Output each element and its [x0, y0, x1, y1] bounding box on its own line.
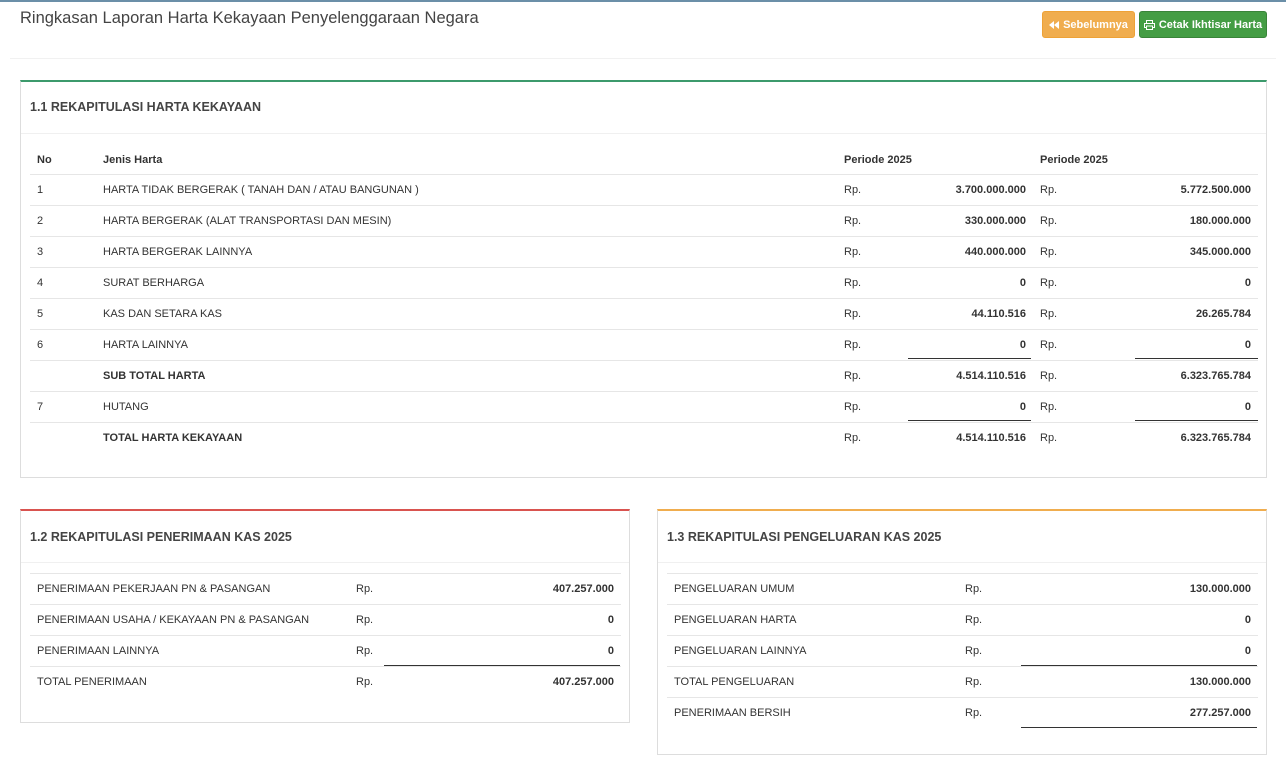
harta-row-currency-2: Rp.	[1033, 361, 1128, 392]
pengeluaran-row	[667, 574, 1258, 605]
harta-row-no: 2	[30, 206, 96, 237]
harta-row-value-2: 180.000.000	[1128, 206, 1258, 237]
harta-row-no: 6	[30, 330, 96, 361]
harta-row	[30, 206, 1258, 237]
harta-row	[30, 330, 1258, 361]
underline-penerimaan-total	[384, 665, 620, 666]
penerimaan-row-currency: Rp.	[349, 605, 397, 636]
penerimaan-row	[30, 636, 621, 667]
harta-row-currency-1: Rp.	[837, 423, 901, 454]
print-summary-button[interactable]	[1139, 11, 1267, 38]
penerimaan-row	[30, 605, 621, 636]
harta-row-currency-2: Rp.	[1033, 268, 1128, 299]
pengeluaran-row-currency: Rp.	[958, 667, 1006, 698]
pengeluaran-row-currency: Rp.	[958, 698, 1006, 729]
penerimaan-row	[30, 574, 621, 605]
harta-row-jenis: HARTA BERGERAK (ALAT TRANSPORTASI DAN MESIN)	[96, 206, 837, 237]
harta-row-currency-1: Rp.	[837, 268, 901, 299]
pengeluaran-row	[667, 636, 1258, 667]
pengeluaran-row-value: 277.257.000	[1006, 698, 1258, 729]
harta-row-jenis: SURAT BERHARGA	[96, 268, 837, 299]
print-icon	[1144, 20, 1155, 30]
col-no: No	[37, 153, 52, 166]
penerimaan-row-currency: Rp.	[349, 667, 397, 698]
harta-row-currency-2: Rp.	[1033, 206, 1128, 237]
pengeluaran-row-value: 130.000.000	[1006, 574, 1258, 605]
harta-row-value-1: 44.110.516	[901, 299, 1033, 330]
harta-row-value-2: 0	[1128, 392, 1258, 423]
harta-row-value-1: 4.514.110.516	[901, 361, 1033, 392]
pengeluaran-row-value: 130.000.000	[1006, 667, 1258, 698]
harta-row-jenis: SUB TOTAL HARTA	[96, 361, 837, 392]
previous-button-label: Sebelumnya	[1063, 18, 1128, 31]
pengeluaran-row-value: 0	[1006, 636, 1258, 667]
harta-row	[30, 392, 1258, 423]
harta-row-no	[30, 423, 96, 454]
penerimaan-row-label: PENERIMAAN USAHA / KEKAYAAN PN & PASANGAN	[30, 605, 349, 636]
penerimaan-row	[30, 667, 621, 698]
harta-row-currency-2: Rp.	[1033, 237, 1128, 268]
harta-row-currency-2: Rp.	[1033, 330, 1128, 361]
pengeluaran-panel	[657, 509, 1267, 755]
penerimaan-panel-header	[21, 511, 629, 563]
penerimaan-panel	[20, 509, 630, 723]
underline-p1-subtotal	[908, 358, 1031, 359]
top-accent-line	[0, 0, 1286, 2]
harta-row-jenis: HARTA BERGERAK LAINNYA	[96, 237, 837, 268]
harta-row-currency-2: Rp.	[1033, 423, 1128, 454]
penerimaan-row-value: 407.257.000	[397, 574, 621, 605]
pengeluaran-panel-header	[658, 511, 1266, 563]
harta-row-value-1: 0	[901, 330, 1033, 361]
backward-icon	[1049, 21, 1059, 29]
pengeluaran-row	[667, 698, 1258, 729]
harta-row-value-1: 440.000.000	[901, 237, 1033, 268]
harta-row-currency-1: Rp.	[837, 361, 901, 392]
pengeluaran-row-label: PENGELUARAN HARTA	[667, 605, 958, 636]
penerimaan-row-currency: Rp.	[349, 574, 397, 605]
penerimaan-row-value: 0	[397, 636, 621, 667]
harta-row-currency-1: Rp.	[837, 206, 901, 237]
harta-row-value-2: 6.323.765.784	[1128, 361, 1258, 392]
harta-row-currency-2: Rp.	[1033, 175, 1128, 206]
harta-panel-title: 1.1 REKAPITULASI HARTA KEKAYAAN	[30, 100, 262, 114]
underline-p2-total	[1135, 420, 1258, 421]
harta-row-jenis: HARTA LAINNYA	[96, 330, 837, 361]
penerimaan-table	[30, 573, 621, 697]
harta-row-no: 4	[30, 268, 96, 299]
pengeluaran-row-label: PENGELUARAN UMUM	[667, 574, 958, 605]
harta-row	[30, 175, 1258, 206]
pengeluaran-row-label: PENGELUARAN LAINNYA	[667, 636, 958, 667]
harta-row-currency-1: Rp.	[837, 237, 901, 268]
harta-row-jenis: KAS DAN SETARA KAS	[96, 299, 837, 330]
harta-row	[30, 423, 1258, 454]
harta-row-currency-1: Rp.	[837, 392, 901, 423]
harta-row-currency-1: Rp.	[837, 299, 901, 330]
harta-row-value-1: 330.000.000	[901, 206, 1033, 237]
header-divider	[10, 58, 1276, 59]
pengeluaran-row-label: TOTAL PENGELUARAN	[667, 667, 958, 698]
underline-p1-total	[908, 420, 1031, 421]
pengeluaran-row	[667, 667, 1258, 698]
pengeluaran-panel-title: 1.3 REKAPITULASI PENGELUARAN KAS 2025	[667, 530, 942, 544]
col-periode-1: Periode 2025	[844, 153, 912, 166]
harta-row	[30, 361, 1258, 392]
harta-row-jenis: HUTANG	[96, 392, 837, 423]
harta-panel	[20, 80, 1267, 478]
harta-panel-header	[21, 82, 1266, 134]
previous-button[interactable]	[1042, 11, 1135, 38]
penerimaan-row-label: PENERIMAAN PEKERJAAN PN & PASANGAN	[30, 574, 349, 605]
harta-row-no: 7	[30, 392, 96, 423]
harta-table	[30, 145, 1258, 453]
pengeluaran-row-currency: Rp.	[958, 605, 1006, 636]
underline-p2-subtotal	[1135, 358, 1258, 359]
harta-row-value-1: 0	[901, 268, 1033, 299]
harta-row-value-2: 345.000.000	[1128, 237, 1258, 268]
harta-row	[30, 299, 1258, 330]
harta-row	[30, 237, 1258, 268]
harta-row-value-2: 0	[1128, 330, 1258, 361]
pengeluaran-row-currency: Rp.	[958, 574, 1006, 605]
col-jenis-harta: Jenis Harta	[103, 153, 163, 166]
penerimaan-panel-title: 1.2 REKAPITULASI PENERIMAAN KAS 2025	[30, 530, 292, 544]
harta-row-value-2: 5.772.500.000	[1128, 175, 1258, 206]
harta-row-value-1: 0	[901, 392, 1033, 423]
harta-row-currency-1: Rp.	[837, 330, 901, 361]
penerimaan-row-label: TOTAL PENERIMAAN	[30, 667, 349, 698]
penerimaan-row-currency: Rp.	[349, 636, 397, 667]
pengeluaran-table	[667, 573, 1258, 728]
pengeluaran-row-currency: Rp.	[958, 636, 1006, 667]
underline-pengeluaran-total	[1021, 665, 1257, 666]
pengeluaran-row	[667, 605, 1258, 636]
pengeluaran-row-value: 0	[1006, 605, 1258, 636]
harta-row-no: 5	[30, 299, 96, 330]
harta-row-jenis: HARTA TIDAK BERGERAK ( TANAH DAN / ATAU BANGUNAN )	[96, 175, 837, 206]
harta-row-currency-2: Rp.	[1033, 392, 1128, 423]
harta-row	[30, 268, 1258, 299]
col-periode-2: Periode 2025	[1040, 153, 1108, 166]
penerimaan-row-value: 0	[397, 605, 621, 636]
harta-row-no: 1	[30, 175, 96, 206]
harta-row-jenis: TOTAL HARTA KEKAYAAN	[96, 423, 837, 454]
harta-row-no	[30, 361, 96, 392]
harta-row-no: 3	[30, 237, 96, 268]
harta-row-value-2: 26.265.784	[1128, 299, 1258, 330]
page-title: Ringkasan Laporan Harta Kekayaan Penyelenggaraan Negara	[20, 9, 479, 27]
penerimaan-row-label: PENERIMAAN LAINNYA	[30, 636, 349, 667]
harta-row-currency-2: Rp.	[1033, 299, 1128, 330]
penerimaan-row-value: 407.257.000	[397, 667, 621, 698]
harta-table-header	[30, 145, 1258, 175]
underline-penerimaan-bersih	[1021, 727, 1257, 728]
harta-row-currency-1: Rp.	[837, 175, 901, 206]
harta-row-value-2: 6.323.765.784	[1128, 423, 1258, 454]
print-summary-button-label: Cetak Ikhtisar Harta	[1158, 18, 1263, 31]
harta-row-value-1: 3.700.000.000	[901, 175, 1033, 206]
harta-row-value-1: 4.514.110.516	[901, 423, 1033, 454]
harta-row-value-2: 0	[1128, 268, 1258, 299]
pengeluaran-row-label: PENERIMAAN BERSIH	[667, 698, 958, 729]
